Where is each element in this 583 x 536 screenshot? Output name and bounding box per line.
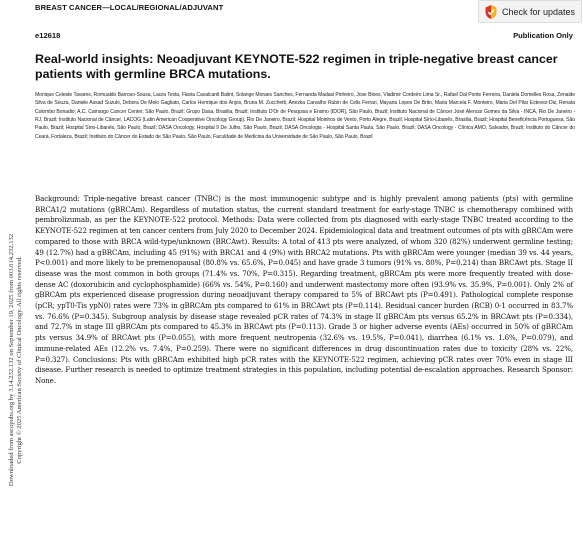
article-title: Real-world insights: Neoadjuvant KEYNOTE-522 regimen in triple-negative breast cancer patients with germline BRCA mutations.: [35, 52, 558, 81]
sidebar-text: [8, 234, 24, 486]
abstract-body: Background: Triple-negative breast cancer (TNBC) is the most immunogenic subtype and is highly prevalent among patients (pts) with germline BRCA1/2 mutations (gBRCAm). Regardless of mutation status, the current standard treatment for early-stage TNBC is chemotherapy combined with pembrolizumab, as per the KEYNOTE-522 protocol. Methods: Data were collected from pts diagnosed with early-stage TNBC treated according to the KEYNOTE-522 regimen at ten cancer centers from July 2020 to December 2024. Epidemiological data and treatment outcomes of pts with gBRCAm were compared to those with BRCA wild-type/unknown (BRCAwt). Results: A total of 413 pts were analyzed, of whom 320 (82%) underwent germline testing; 49 (12.7%) had a gBRCAm, including 45 (91%) with BRCA1 and 4 (9%) with BRCA2 mutations. Pts with gBRCAm were younger (median 39 vs. 44 years, P<0.001) and more likely to be premenopausal (80.8% vs. 65.6%, P=0.045) and have grade 3 tumors (91% vs. 80%, P=0.214) than BRCAwt pts. Stage II disease was the most common in both groups (71.4% vs. 70%, P=0.315). Regarding treatment, gBRCAm pts were more frequently treated with dose-dense AC (doxorubicin and cyclophosphamide) (66% vs. 54%, P=0.160) and underwent mastectomy more often (93.9% vs. 35.9%, P=0.001). Only 2% of gBRCAm pts experienced disease progression during neoadjuvant therapy compared to 5% of BRCAwt pts (P=0.491). Pathological complete response (pCR; ypT0-Tis ypN0) rates were 73% in gBRCAm pts compared to 61% in BRCAwt pts (P=0.114). Residual cancer burden (RCB) 0-1 occurred in 83.7% vs. 76.6% (P=0.345). Subgroup analysis by disease stage revealed pCR rates of 74.3% in stage II gBRCAm pts versus 65.2% in BRCAwt pts (P=0.334), and 72.7% in stage III gBRCAm pts compared to 45.3% in BRCAwt pts (P=0.113). Grade 3 or higher adverse events (AEs) occurred in 50% of gBRCAm pts versus 34.9% of BRCAwt pts (P=0.055), with more frequent neutropenia (32.6% vs. 19.5%, P=0.041), diarrhea (6.1% vs. 1.6%, P=0.079), and immune-related AEs (12.2% vs. 7.4%, P=0.259). There were no significant differences in drug discontinuation rates due to toxicity (28% vs. 22%, P=0.327). Conclusions: Pts with gBRCAm exhibited high pCR rates with the KEYNOTE-522 regimen, achieving pCR rates over 70% even in stage III disease. Further research is needed to optimize treatment strategies in this population, including potential de-escalation approaches. Research Sponsor: None.: [35, 194, 573, 385]
check-for-updates-label: Check for updates: [502, 6, 576, 17]
copyright-note: Copyright © 2025 American Society of Clinical Oncology. All rights reserved.: [16, 256, 23, 464]
download-note: Downloaded from ascopubs.org by 3.14.232.132 on September 19, 2025 from 003.014.232.132: [8, 233, 15, 487]
abstract-id: e12618: [35, 31, 61, 40]
author-affiliations: Monique Celeste Tavares, Romualdo Barroso-Sousa, Laura Testa, Flavia Cavalcanti Balint, Solange Moraes Sanches, Fernanda Madasi Pinheiro, Jose Bines, Vladimir Cordeiro Lima Sr., Rafael Dal Ponte Ferreira, Daniela Domelles Rosa, Zenaide Silva de Souza, Daniele Assad Suzuki, Debora De Melo Gagliato, Carlos Henrique dos Anjos, Bruna M. Zucchetti, Anezka Carvalho Rubin de Celis Ferrari, Mayana Lopes De Brito, Maria Marcela F. Monteiro, Maria Del Pilar Estevez-Diz, Renata Colombo Bonadio; A.C. Camargo Cancer Center, São Paulo, Brazil; Grupo Dasa, Brasilia, Brazil; Instituto D'Or de Pesquisa e Ensino (IDOR), São Paulo, Brazil; Instituto Nacional de Câncer José Alencar Gomes da Silva - INCA, Rio De Janeiro - RJ, Brazil; Instituto Nacional de Câncer, LACOG (Latin American Cooperative Oncology Group), Rio De Janeiro, Brazil; Hospital Moinhos de Vento, Porto Alegre, Brazil; Hospital Sírio-Libanês, Brasilia, Brazil; Hospital Beneficência Portuguesa, São Paulo, Brazil; Hospital Sírio-Libanês, São Paulo, Brazil; DASA Oncology, Hospital 9 De Julho, São Paulo, Brazil; DASA Oncologia - Hospital Santa Paula, São Paulo, Brazil; DASA Oncology - Clínica AMO, Salvador, Brazil; Instituto do Câncer do Ceará, Fortaleza, Brazil; Instituto do Câncer do Estado de São Paulo, São Paulo, Faculdade de Medicina da Universidade de São Paulo, São Paulo, Brazil: [35, 92, 575, 140]
check-for-updates-button[interactable]: [478, 0, 582, 23]
section-header: BREAST CANCER—LOCAL/REGIONAL/ADJUVANT: [35, 3, 224, 12]
check-for-updates-icon: [484, 4, 498, 20]
download-copyright-sidebar: [1, 190, 31, 530]
publication-status: Publication Only: [513, 31, 573, 40]
